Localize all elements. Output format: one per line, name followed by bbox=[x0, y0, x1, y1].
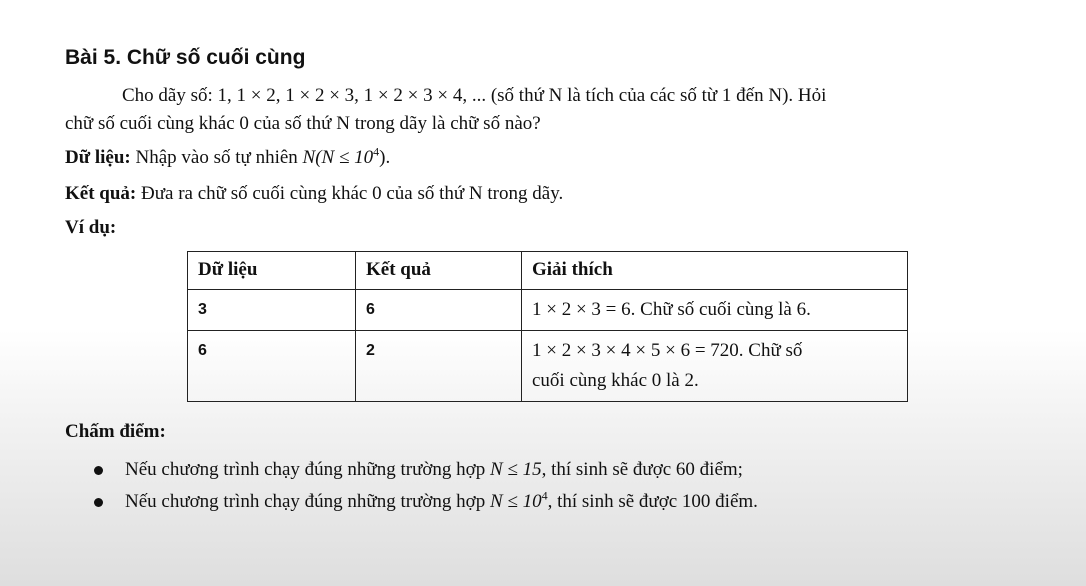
example-heading: Ví dụ: bbox=[65, 217, 117, 238]
explain-line: cuối cùng khác 0 là 2. bbox=[532, 370, 699, 391]
input-label: Dữ liệu: bbox=[65, 147, 131, 168]
table-cell-output: 2 bbox=[356, 331, 522, 402]
table-row bbox=[188, 331, 908, 402]
table-header: Dữ liệu bbox=[188, 252, 356, 290]
intro-line-2: chữ số cuối cùng khác 0 của số thứ N trong dãy là chữ số nào? bbox=[65, 113, 541, 134]
list-item: Nếu chương trình chạy đúng những trường hợp N ≤ 15, thí sinh sẽ được 60 điểm; bbox=[90, 455, 758, 487]
table-cell-explain bbox=[522, 331, 908, 402]
bullet-icon bbox=[94, 466, 103, 475]
table-header: Kết quả bbox=[356, 252, 522, 290]
table-cell-input: 3 bbox=[188, 290, 356, 331]
input-formula-end: ). bbox=[379, 147, 391, 168]
explain-line: 1 × 2 × 3 × 4 × 5 × 6 = 720. Chữ số bbox=[532, 340, 803, 361]
table-header-row bbox=[188, 252, 908, 290]
table-cell-explain: 1 × 2 × 3 = 6. Chữ số cuối cùng là 6. bbox=[522, 290, 908, 331]
table-header: Giải thích bbox=[522, 252, 908, 290]
input-formula: N(N ≤ 10 bbox=[302, 147, 374, 168]
input-text: Nhập vào số tự nhiên bbox=[130, 147, 303, 168]
bullet-icon bbox=[94, 498, 103, 507]
input-exponent: 4 bbox=[373, 144, 380, 159]
intro-line-1: Cho dãy số: 1, 1 × 2, 1 × 2 × 3, 1 × 2 × 3 × 4, ... (số thứ N là tích của các số từ 1 đến N). Hỏi bbox=[122, 85, 827, 106]
table-cell-output: 6 bbox=[356, 290, 522, 331]
output-label: Kết quả: bbox=[65, 183, 137, 204]
problem-title: Bài 5. Chữ số cuối cùng bbox=[65, 46, 306, 69]
scoring-list bbox=[90, 455, 758, 519]
output-text: Đưa ra chữ số cuối cùng khác 0 của số thứ N trong dãy. bbox=[136, 183, 564, 204]
input-spec bbox=[65, 144, 390, 172]
example-table bbox=[187, 251, 908, 402]
scoring-heading: Chấm điểm: bbox=[65, 421, 166, 442]
output-spec bbox=[65, 180, 563, 208]
list-item: Nếu chương trình chạy đúng những trường hợp $N \le 10^4$, thí sinh sẽ được 100 điểm. bbox=[90, 487, 758, 519]
table-row bbox=[188, 290, 908, 331]
table-cell-input: 6 bbox=[188, 331, 356, 402]
